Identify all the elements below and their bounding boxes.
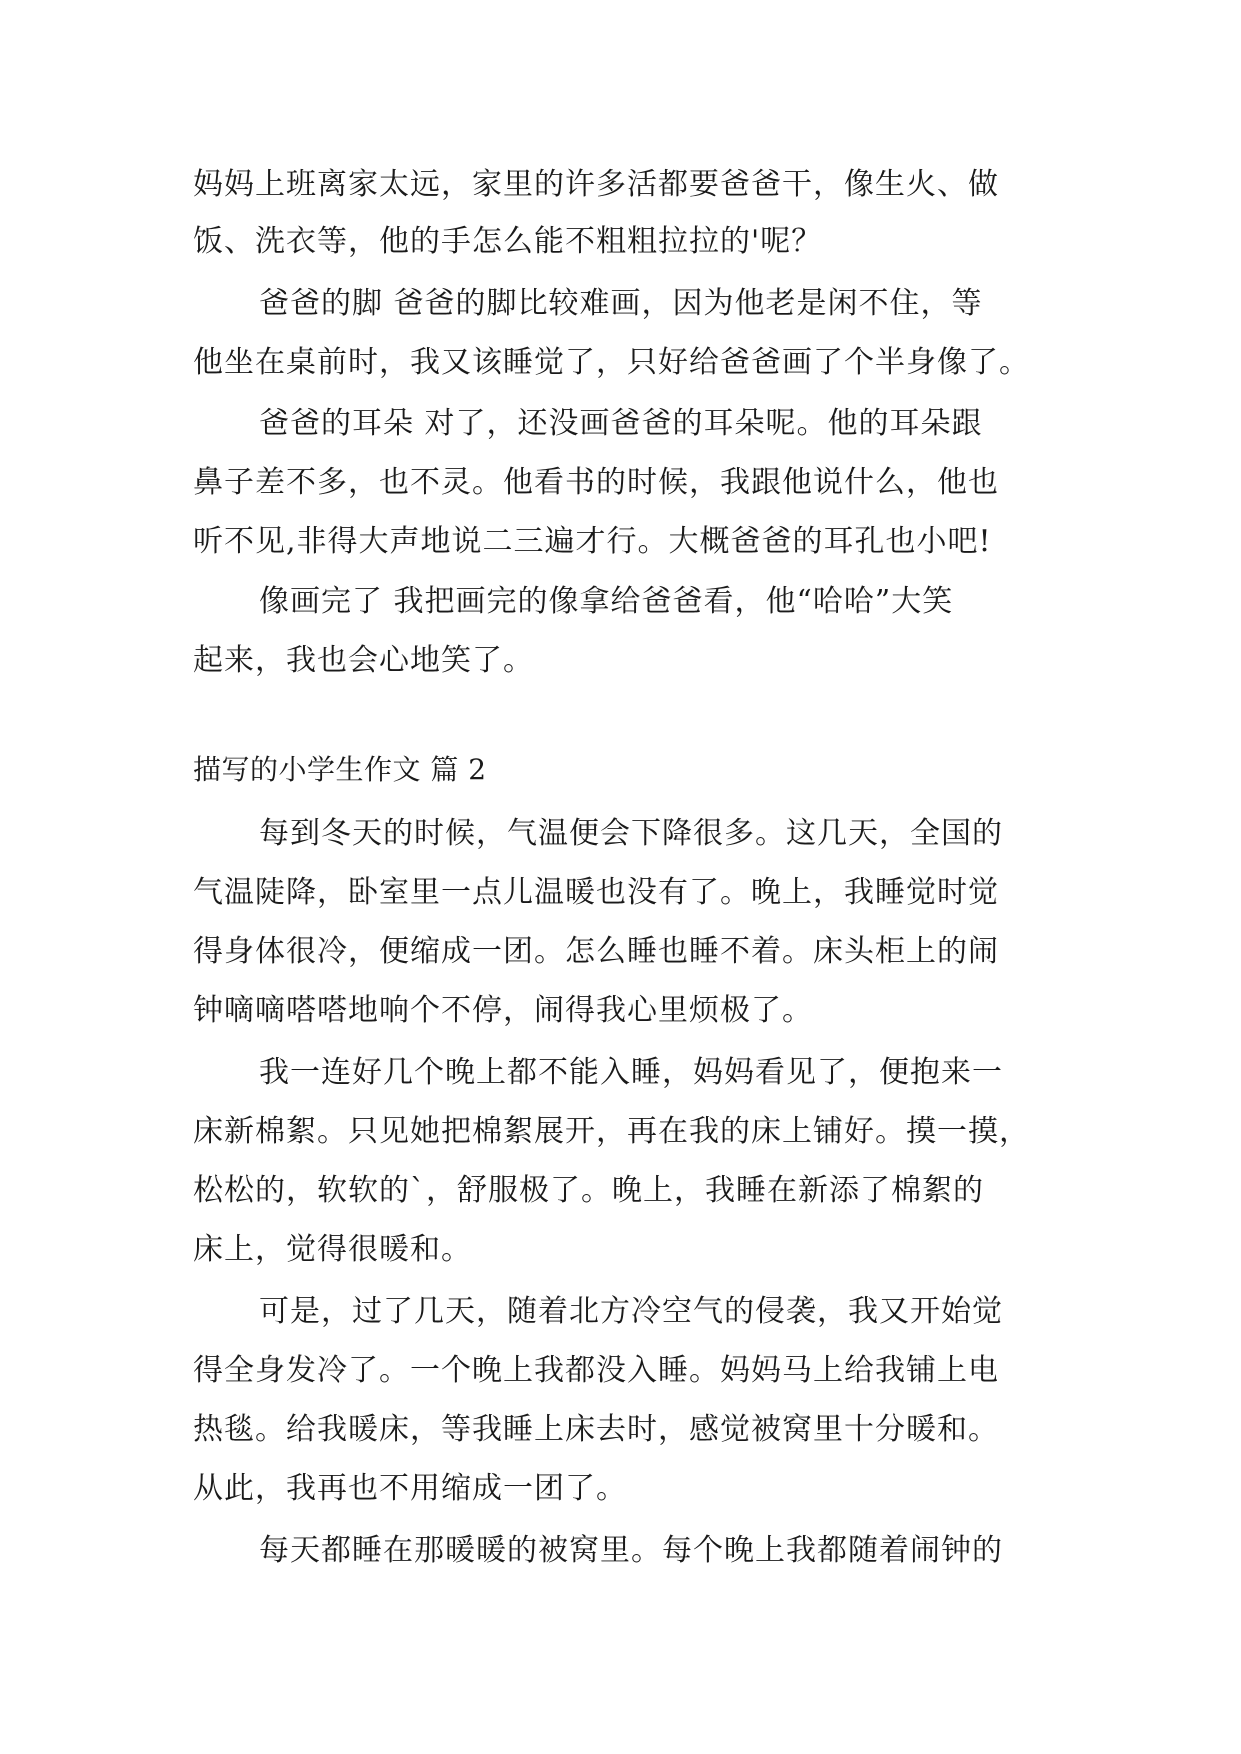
text-line: 起来，我也会心地笑了。 (193, 643, 534, 678)
text-line: 听不见,非得大声地说二三遍才行。大概爸爸的耳孔也小吧! (193, 524, 992, 559)
paragraph-start-line: 我一连好几个晚上都不能入睡，妈妈看见了，便抱来一 (259, 1055, 1003, 1090)
text-line: 妈妈上班离家太远，家里的许多活都要爸爸干，像生火、做 (193, 167, 999, 202)
text-line: 得身体很冷，便缩成一团。怎么睡也睡不着。床头柜上的闹 (193, 934, 999, 969)
paragraph-start-line: 爸爸的脚 爸爸的脚比较难画，因为他老是闲不住，等 (259, 286, 983, 321)
text-line: 热毯。给我暖床，等我睡上床去时，感觉被窝里十分暖和。 (193, 1412, 999, 1447)
paragraph-start-line: 每天都睡在那暖暖的被窝里。每个晚上我都随着闹钟的 (259, 1533, 1003, 1568)
text-line: 松松的，软软的`，舒服极了。晚上，我睡在新添了棉絮的 (193, 1173, 984, 1208)
text-line: 他坐在桌前时，我又该睡觉了，只好给爸爸画了个半身像了。 (193, 345, 1030, 380)
text-line: 饭、洗衣等，他的手怎么能不粗粗拉拉的'呢？ (193, 224, 823, 259)
text-line: 床新棉絮。只见她把棉絮展开，再在我的床上铺好。摸一摸， (193, 1114, 1030, 1149)
text-line: 床上，觉得很暖和。 (193, 1232, 472, 1267)
text-line: 气温陡降，卧室里一点儿温暖也没有了。晚上，我睡觉时觉 (193, 875, 999, 910)
paragraph-start-line: 每到冬天的时候，气温便会下降很多。这几天，全国的 (259, 816, 1003, 851)
text-line: 鼻子差不多，也不灵。他看书的时候，我跟他说什么，他也 (193, 465, 999, 500)
text-line: 从此，我再也不用缩成一团了。 (193, 1471, 627, 1506)
text-line: 钟嘀嘀嗒嗒地响个不停，闹得我心里烦极了。 (193, 993, 813, 1028)
paragraph-start-line: 像画完了 我把画完的像拿给爸爸看，他“哈哈”大笑 (259, 584, 954, 619)
paragraph-start-line: 可是，过了几天，随着北方冷空气的侵袭，我又开始觉 (259, 1294, 1003, 1329)
paragraph-start-line: 爸爸的耳朵 对了，还没画爸爸的耳朵呢。他的耳朵跟 (259, 406, 983, 441)
text-line: 得全身发冷了。一个晚上我都没入睡。妈妈马上给我铺上电 (193, 1353, 999, 1388)
section-heading: 描写的小学生作文 篇 2 (193, 753, 487, 786)
